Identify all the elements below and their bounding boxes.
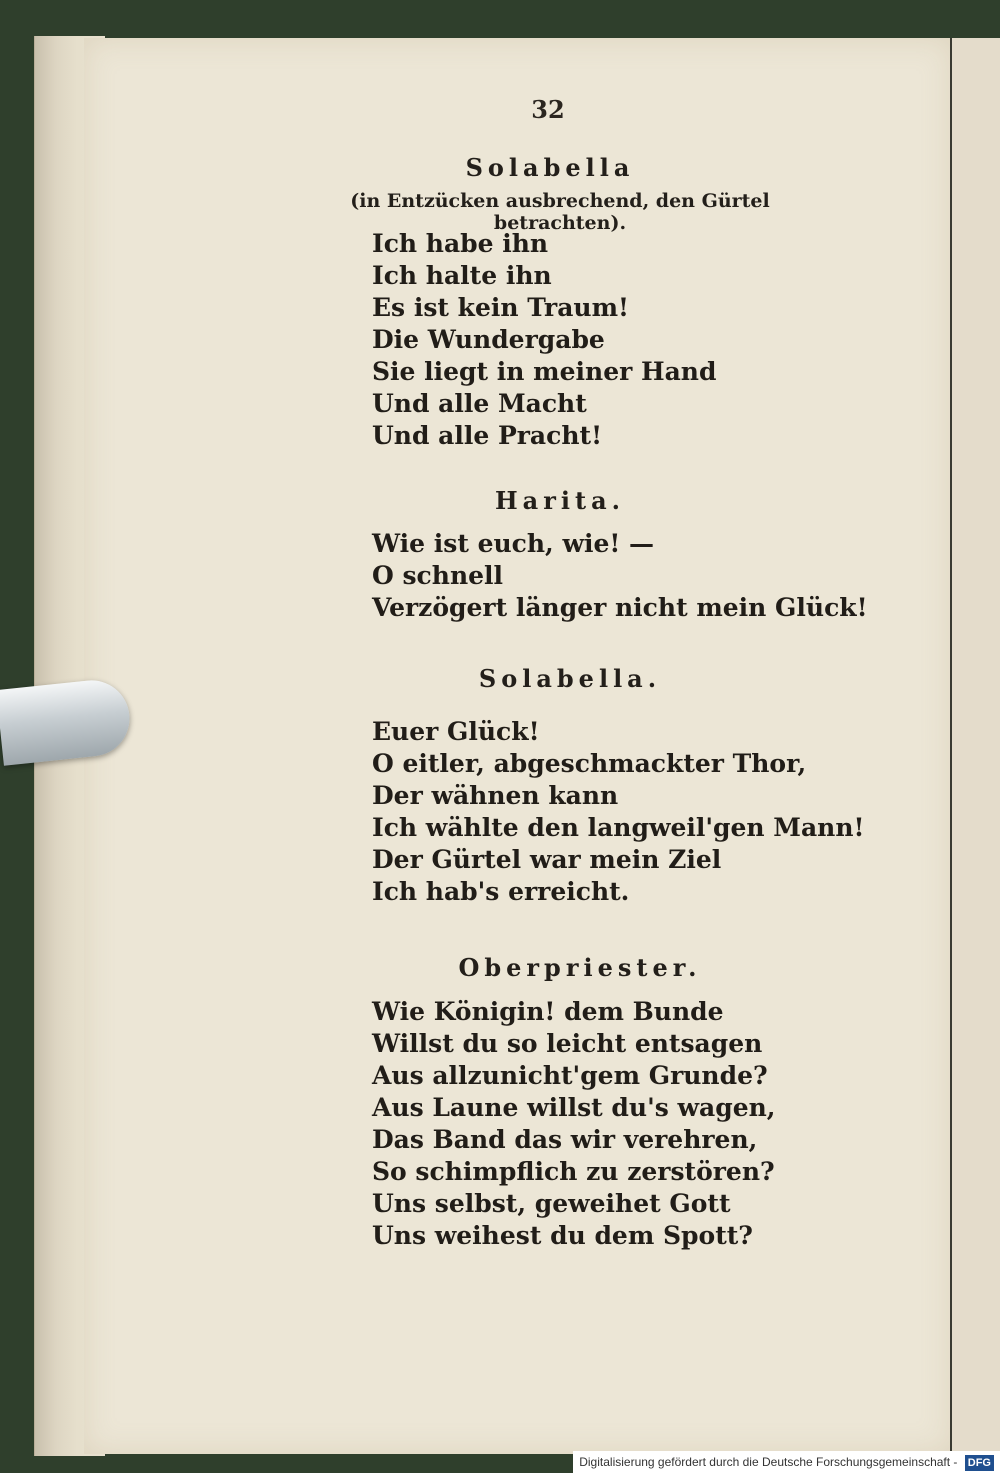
- verse-line: Uns selbst, geweihet Gott: [372, 1189, 731, 1218]
- verse-line: O schnell: [372, 561, 504, 590]
- verse-line: So schimpflich zu zerstören?: [372, 1157, 775, 1186]
- verse-line: Das Band das wir verehren,: [372, 1125, 758, 1154]
- speaker-heading: Solabella: [465, 153, 635, 182]
- verse-line: Aus allzunicht'gem Grunde?: [372, 1061, 768, 1090]
- verse-block: [372, 528, 868, 624]
- verse-line: Der wähnen kann: [372, 781, 619, 810]
- footer-text: Digitalisierung gefördert durch die Deutsche Forschungsgemeinschaft -: [579, 1455, 958, 1469]
- verse-line: O eitler, abgeschmackter Thor,: [372, 749, 807, 778]
- verse-line: Uns weihest du dem Spott?: [372, 1221, 753, 1250]
- verse-line: Es ist kein Traum!: [372, 293, 630, 322]
- facing-page-edge: [950, 38, 1000, 1458]
- verse-line: Die Wundergabe: [372, 325, 605, 354]
- verse-line: Ich wählte den langweil'gen Mann!: [372, 813, 865, 842]
- verse-line: Sie liegt in meiner Hand: [372, 357, 717, 386]
- verse-line: Aus Laune willst du's wagen,: [372, 1093, 776, 1122]
- speaker-heading: Solabella.: [478, 664, 662, 693]
- verse-line: Wie ist euch, wie! —: [372, 529, 655, 558]
- speaker-heading: Harita.: [495, 486, 625, 515]
- page-number: 32: [531, 95, 565, 124]
- verse-block: [372, 228, 716, 452]
- verse-block: [372, 996, 776, 1252]
- dfg-logo: DFG: [965, 1455, 994, 1471]
- verse-line: Wie Königin! dem Bunde: [372, 997, 724, 1026]
- stage-direction: (in Entzücken ausbrechend, den Gürtel betrachten).: [350, 190, 770, 234]
- verse-line: Und alle Macht: [372, 389, 587, 418]
- verse-line: Und alle Pracht!: [372, 421, 603, 450]
- verse-line: Willst du so leicht entsagen: [372, 1029, 763, 1058]
- verse-line: Euer Glück!: [372, 717, 540, 746]
- verse-line: Der Gürtel war mein Ziel: [372, 845, 722, 874]
- verse-line: Ich hab's erreicht.: [372, 877, 630, 906]
- verse-line: Ich habe ihn: [372, 229, 549, 258]
- speaker-heading: Oberpriester.: [458, 953, 702, 982]
- verse-line: Verzögert länger nicht mein Glück!: [372, 593, 868, 622]
- digitization-footer: [573, 1451, 1000, 1473]
- verse-block: [372, 716, 865, 908]
- verse-line: Ich halte ihn: [372, 261, 552, 290]
